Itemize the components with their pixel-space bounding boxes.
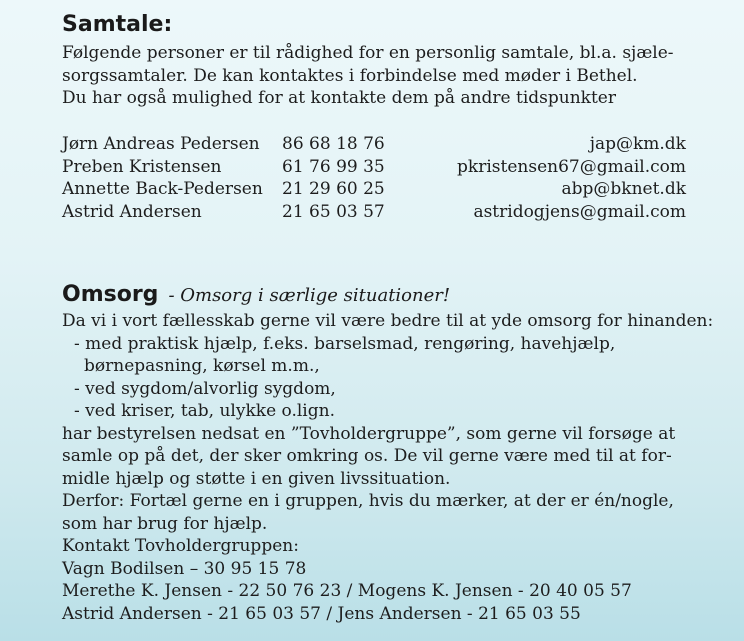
- omsorg-line: Derfor: Fortæl gerne en i gruppen, hvis du mærker, at der er én/nogle,: [62, 491, 674, 511]
- samtale-intro-line: Du har også mulighed for at kontakte dem på andre tidspunkter: [62, 88, 616, 108]
- contact-name: Jørn Andreas Pedersen: [62, 134, 260, 154]
- contact-row: [62, 178, 686, 201]
- omsorg-contact-line: Vagn Bodilsen – 30 95 15 78: [62, 558, 307, 579]
- samtale-intro-line: sorgssamtaler. De kan kontaktes i forbindelse med møder i Bethel.: [62, 65, 638, 86]
- omsorg-line: har bestyrelsen nedsat en ”Tovholdergruppe”, som gerne vil forsøge at: [62, 423, 676, 444]
- contact-email[interactable]: astridogjens@gmail.com: [473, 201, 686, 222]
- contact-row: [62, 133, 686, 156]
- omsorg-line: som har brug for hjælp.: [62, 513, 268, 534]
- omsorg-line: midle hjælp og støtte i en given livssituation.: [62, 468, 451, 489]
- contact-phone: 61 76 99 35: [282, 156, 385, 177]
- samtale-intro-line: Følgende personer er til rådighed for en personlig samtale, bl.a. sjæle-: [62, 43, 674, 63]
- contact-phone: 21 65 03 57: [282, 201, 385, 222]
- omsorg-bullet: - ved sygdom/alvorlig sygdom,: [74, 378, 336, 399]
- samtale-heading: Samtale:: [62, 12, 173, 37]
- contact-email[interactable]: jap@km.dk: [589, 134, 686, 154]
- contact-phone: 86 68 18 76: [282, 134, 385, 154]
- omsorg-title: Omsorg: [62, 282, 159, 307]
- contact-name: Annette Back-Pedersen: [62, 179, 263, 199]
- omsorg-contact-line: Merethe K. Jensen - 22 50 76 23 / Mogens K. Jensen - 20 40 05 57: [62, 581, 632, 601]
- omsorg-bullet: - ved kriser, tab, ulykke o.lign.: [74, 401, 335, 421]
- omsorg-bullet: - med praktisk hjælp, f.eks. barselsmad, rengøring, havehjælp,: [74, 333, 616, 354]
- contact-email[interactable]: pkristensen67@gmail.com: [457, 156, 686, 177]
- omsorg-heading: [62, 282, 450, 309]
- omsorg-contact-heading: Kontakt Tovholdergruppen:: [62, 536, 299, 556]
- omsorg-subtitle: - Omsorg i særlige situationer!: [168, 285, 451, 306]
- omsorg-line: Da vi i vort fællesskab gerne vil være bedre til at yde omsorg for hinanden:: [62, 311, 714, 331]
- omsorg-line: samle op på det, der sker omkring os. De vil gerne være med til at for-: [62, 446, 672, 466]
- omsorg-bullet-continuation: børnepasning, kørsel m.m.,: [84, 356, 320, 376]
- omsorg-contact-line: Astrid Andersen - 21 65 03 57 / Jens Andersen - 21 65 03 55: [62, 603, 581, 624]
- contact-email[interactable]: abp@bknet.dk: [561, 179, 686, 199]
- contact-name: Astrid Andersen: [62, 201, 202, 222]
- samtale-intro: [62, 42, 674, 110]
- contact-row: [62, 201, 686, 224]
- contact-row: [62, 156, 686, 179]
- omsorg-body: [62, 310, 713, 625]
- contact-phone: 21 29 60 25: [282, 179, 385, 199]
- contact-list: [62, 133, 686, 223]
- contact-name: Preben Kristensen: [62, 156, 222, 177]
